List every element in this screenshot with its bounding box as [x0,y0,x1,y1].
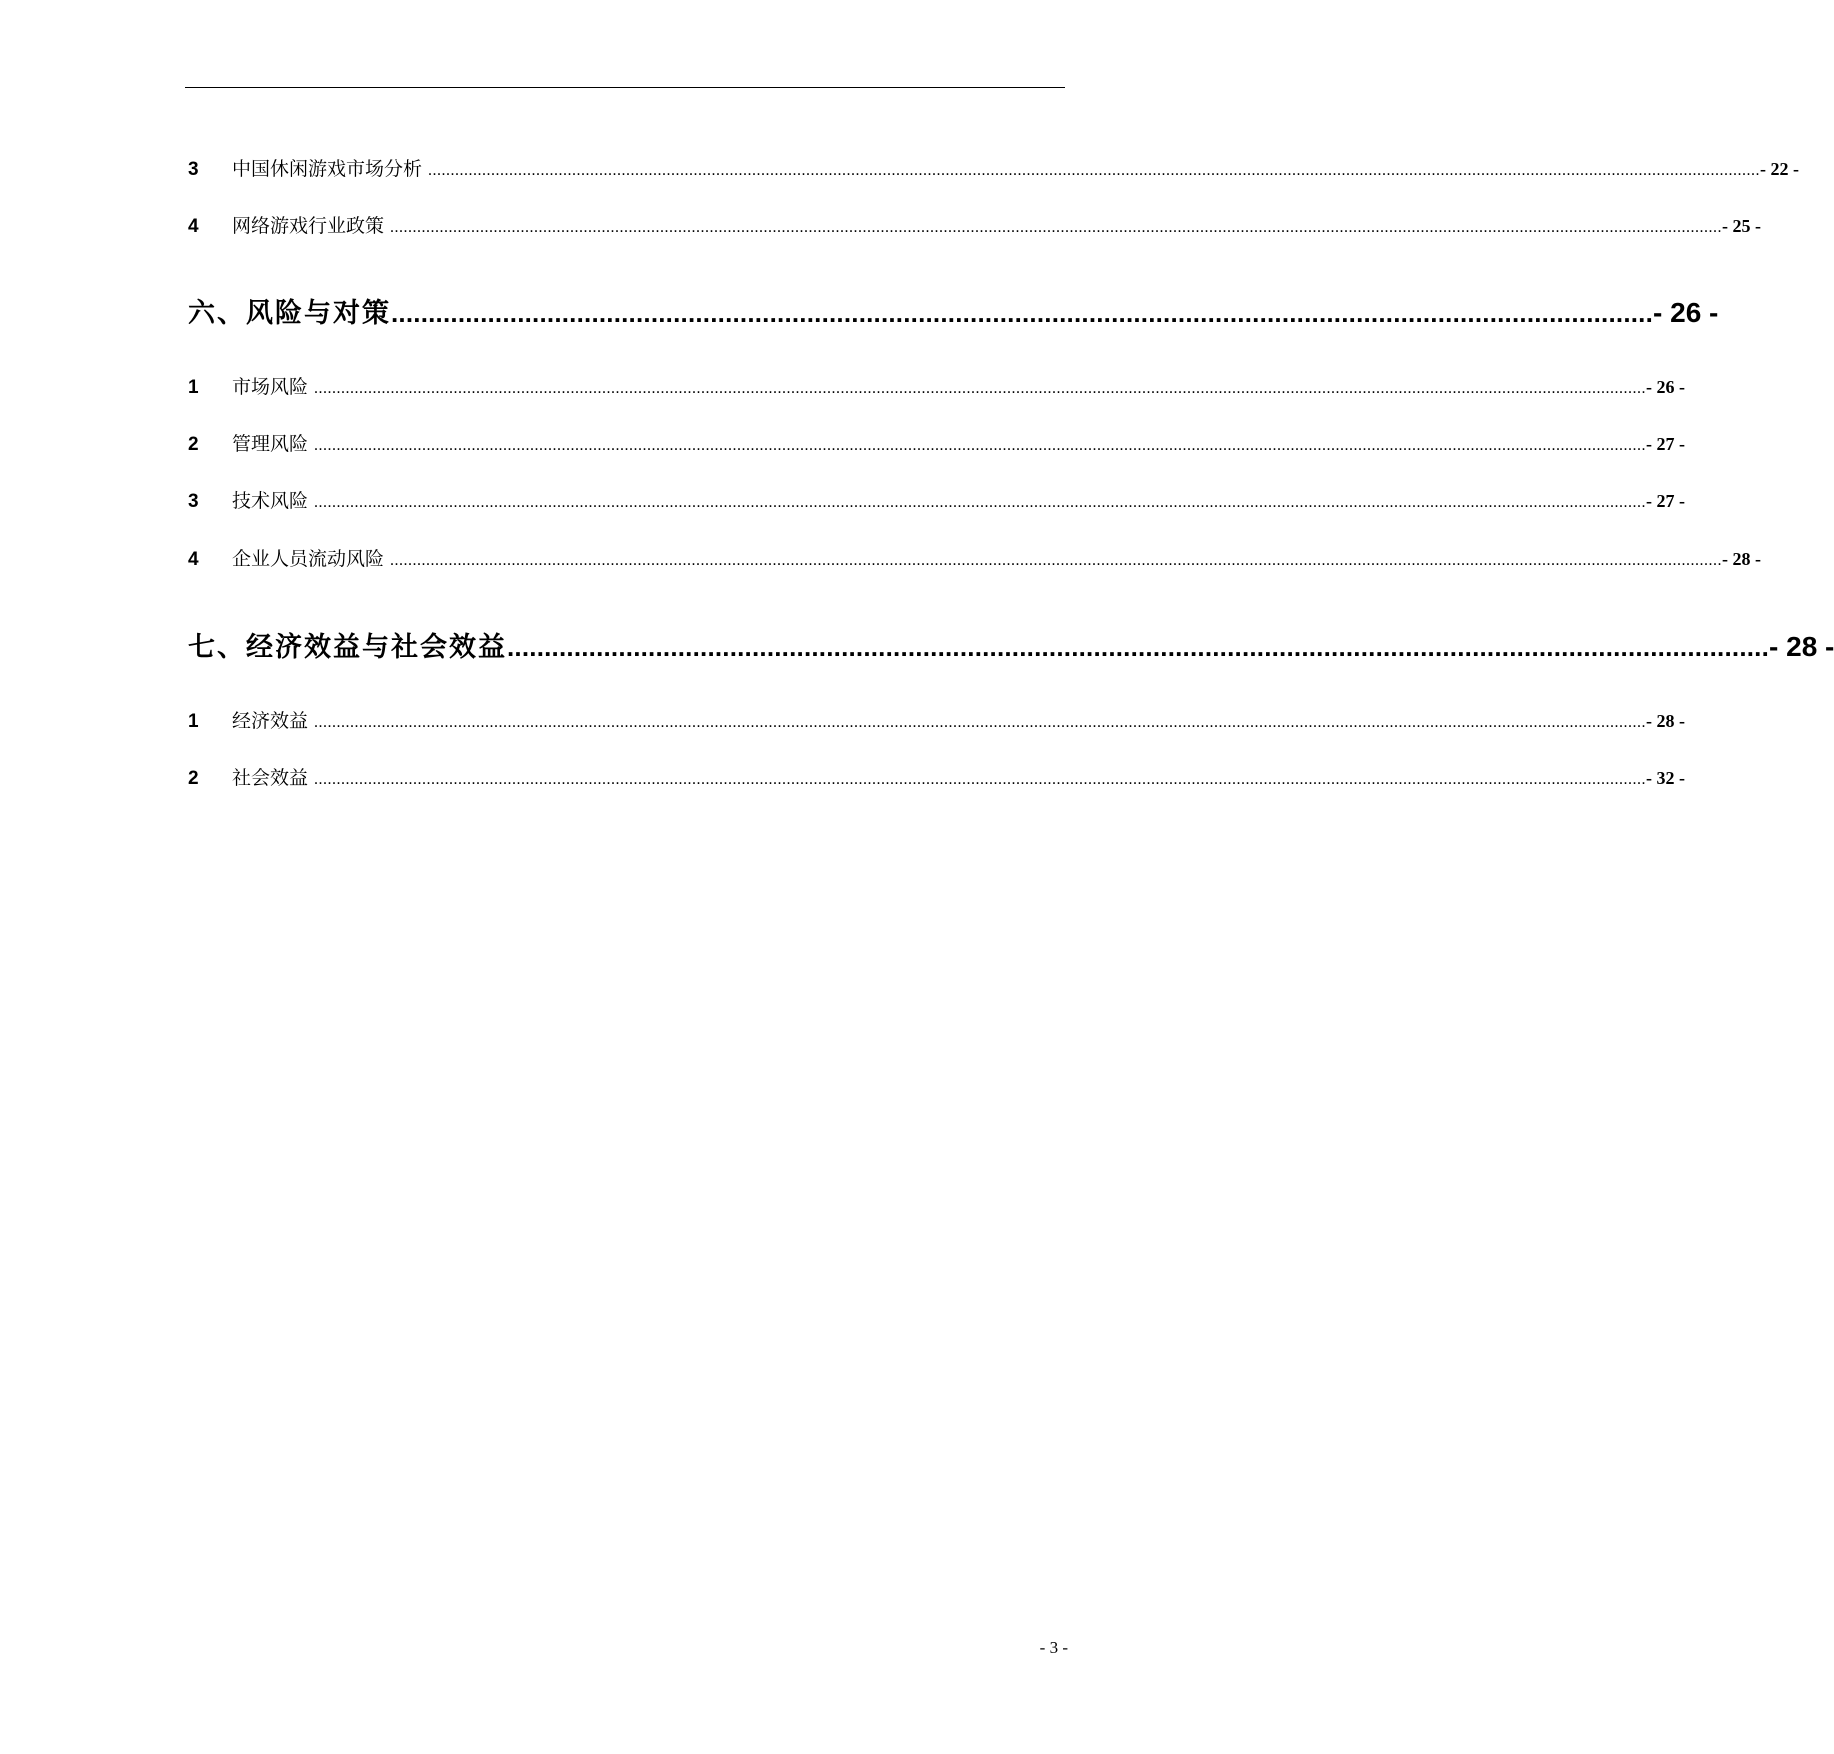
toc-entry-3-casual-games[interactable] [188,154,1800,184]
toc-entry-number: 3 [188,159,199,180]
toc-entry-title: 社会效益 [232,767,309,789]
toc-entry-1-market-risk[interactable] [188,372,1686,402]
toc-entry-number: 4 [188,549,199,570]
toc-entry-title: 管理风险 [232,433,309,455]
toc-chapter-title: 六、风险与对策 [188,298,391,329]
toc-chapter-page: - 28 - [1769,631,1834,662]
toc-entry-title: 市场风险 [232,376,309,398]
toc-entry-page: - 28 - [1722,549,1762,569]
toc-entry-3-technical-risk[interactable] [188,486,1686,516]
toc-entry-page: - 26 - [1646,377,1686,397]
toc-entry-number: 1 [188,377,199,398]
toc-chapter-7-benefits[interactable] [188,625,1834,665]
toc-entry-2-social-benefit[interactable] [188,763,1686,793]
page-number: - 3 - [1039,1638,1068,1657]
toc-entry-page: - 25 - [1722,216,1762,236]
toc-entry-title: 中国休闲游戏市场分析 [232,158,423,180]
toc-entry-4-policy[interactable] [188,211,1762,241]
toc-entry-title: 企业人员流动风险 [232,548,385,570]
toc-entry-number: 3 [188,491,199,512]
toc-entry-number: 1 [188,711,199,732]
toc-chapter-title: 七、经济效益与社会效益 [188,632,507,663]
dot-leader: ........................................................................................................................................................................................................................................................................................................ [314,494,1647,511]
toc-chapter-page: - 26 - [1653,297,1719,328]
dot-leader: .......................................................................................................................................................................... [507,632,1770,662]
toc-entry-number: 4 [188,216,199,237]
dot-leader: ........................................................................................................................................................................................................................................................................................................ [390,219,1723,236]
toc-entry-number: 2 [188,768,199,789]
toc-entry-title: 经济效益 [232,710,309,732]
dot-leader: ........................................................................................................................................................................................................................................................................................................ [390,552,1723,569]
dot-leader: .......................................................................................................................................................................... [391,298,1654,328]
dot-leader: ........................................................................................................................................................................................................................................................................................................ [314,437,1647,454]
toc-entry-title: 技术风险 [232,490,309,512]
toc-entry-page: - 28 - [1646,711,1686,731]
toc-entry-number: 2 [188,434,199,455]
toc-entry-4-staff-turnover-risk[interactable] [188,544,1762,574]
dot-leader: ........................................................................................................................................................................................................................................................................................................ [314,771,1647,788]
toc-entry-1-economic-benefit[interactable] [188,706,1686,736]
toc-entry-page: - 22 - [1760,159,1800,179]
toc-entry-page: - 27 - [1646,434,1686,454]
header-rule [185,87,1065,88]
dot-leader: ........................................................................................................................................................................................................................................................................................................ [314,380,1647,397]
toc-chapter-6-risks[interactable] [188,291,1719,331]
toc-entry-title: 网络游戏行业政策 [232,215,385,237]
toc-entry-page: - 32 - [1646,768,1686,788]
dot-leader: ........................................................................................................................................................................................................................................................................................................ [428,162,1761,179]
toc-entry-2-management-risk[interactable] [188,429,1686,459]
dot-leader: ........................................................................................................................................................................................................................................................................................................ [314,714,1647,731]
toc-entry-page: - 27 - [1646,491,1686,511]
